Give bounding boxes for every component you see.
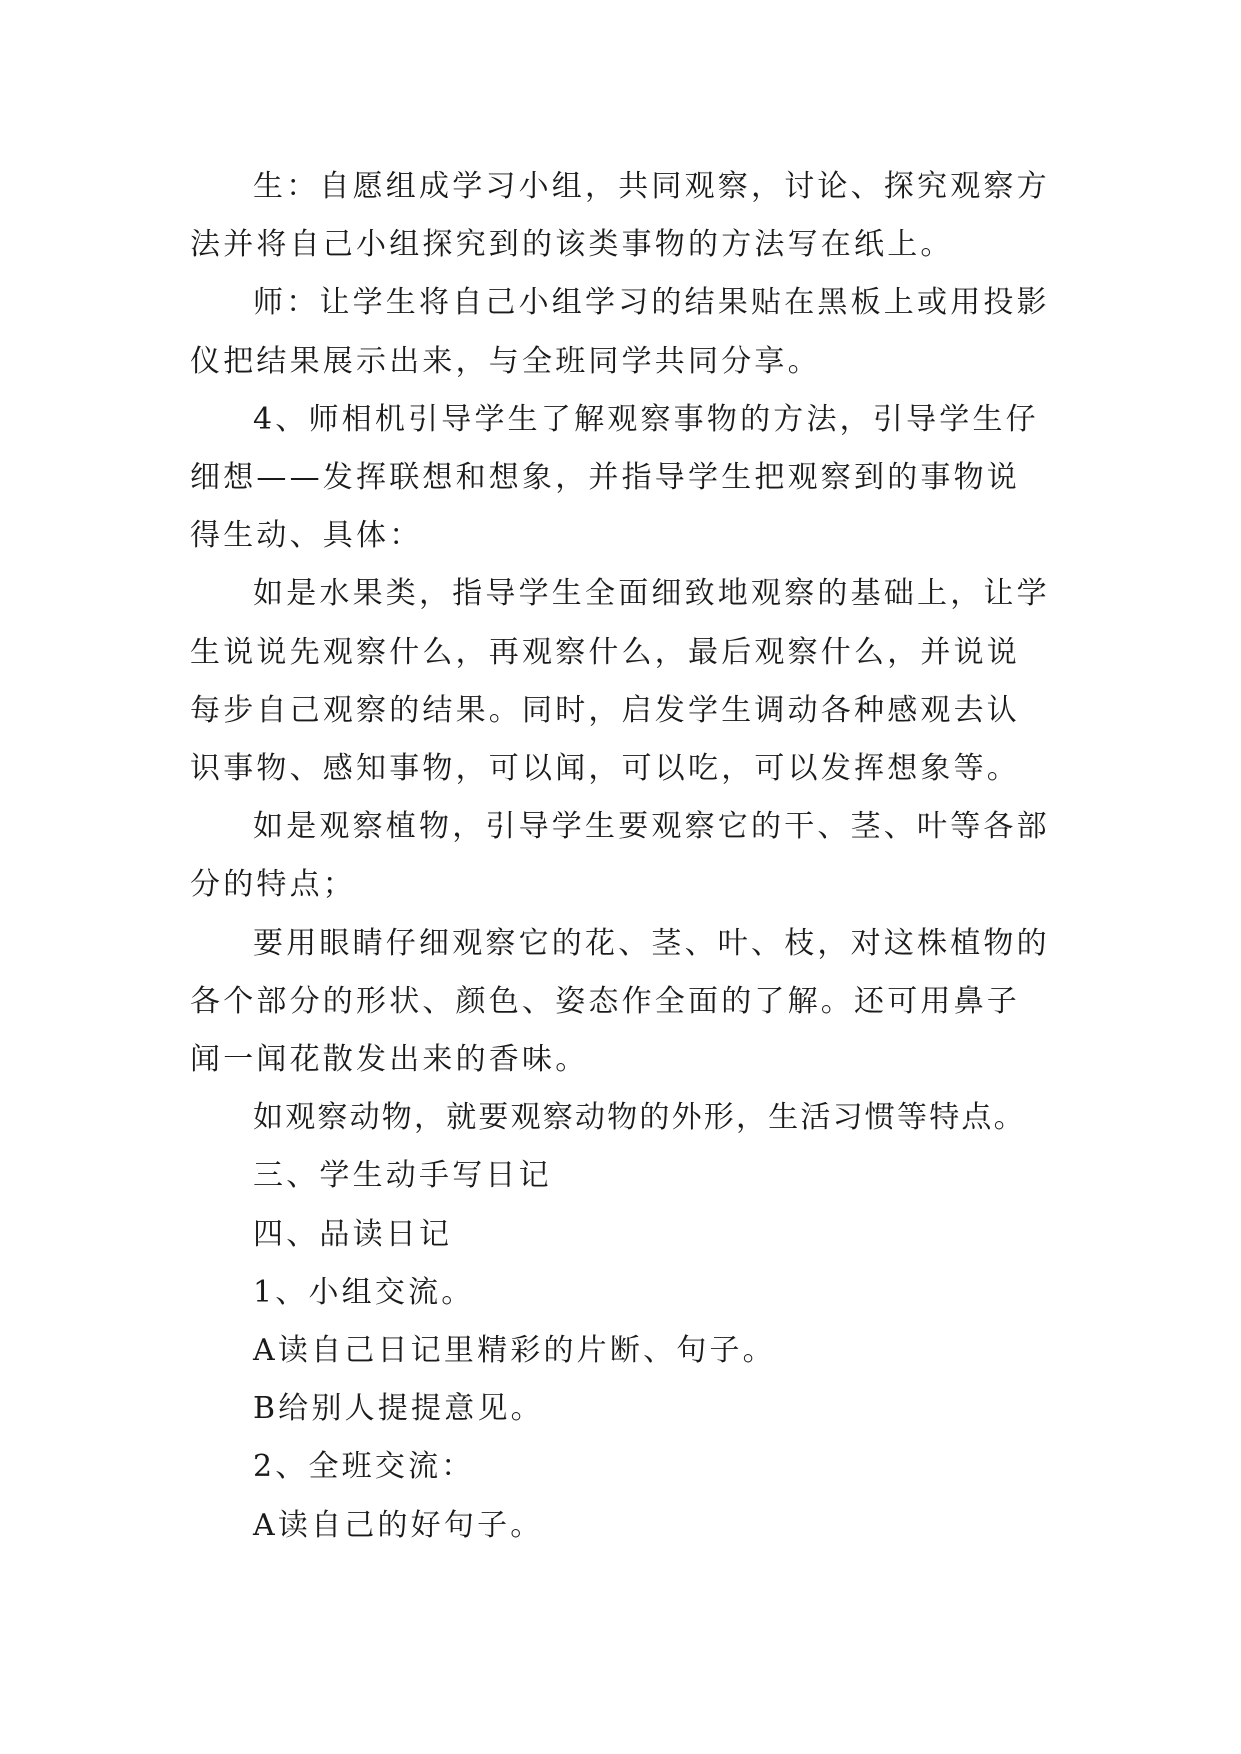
paragraph: 如观察动物，就要观察动物的外形，生活习惯等特点。 (253, 1100, 1026, 1136)
paragraph: 4、师相机引导学生了解观察事物的方法，引导学生仔细想——发挥联想和想象，并指导学生把观察到的事物说得生动、具体： (190, 401, 1039, 554)
list-item: A读自己日记里精彩的片断、句子。 (253, 1333, 776, 1369)
paragraph: 如是观察植物，引导学生要观察它的干、茎、叶等各部分的特点； (190, 809, 1050, 903)
paragraph: 师：让学生将自己小组学习的结果贴在黑板上或用投影仪把结果展示出来，与全班同学共同分享。 (190, 285, 1050, 379)
section-heading: 三、学生动手写日记 (253, 1158, 552, 1194)
paragraph: 生：自愿组成学习小组，共同观察，讨论、探究观察方法并将自己小组探究到的该类事物的方法写在纸上。 (190, 169, 1050, 263)
list-item: 1、小组交流。 (253, 1274, 475, 1310)
list-item: 2、全班交流： (253, 1449, 475, 1485)
paragraph: 要用眼睛仔细观察它的花、茎、叶、枝，对这株植物的各个部分的形状、颜色、姿态作全面的了解。还可用鼻子闻一闻花散发出来的香味。 (190, 925, 1050, 1078)
list-item: A读自己的好句子。 (253, 1507, 544, 1543)
paragraph: 如是水果类，指导学生全面细致地观察的基础上，让学生说说先观察什么，再观察什么，最后观察什么，并说说每步自己观察的结果。同时，启发学生调动各种感观去认识事物、感知事物，可以闻，可以吃，可以发挥想象等。 (190, 576, 1050, 787)
document-body (190, 158, 1050, 1555)
list-item: B给别人提提意见。 (253, 1391, 544, 1427)
section-heading: 四、品读日记 (253, 1216, 453, 1252)
